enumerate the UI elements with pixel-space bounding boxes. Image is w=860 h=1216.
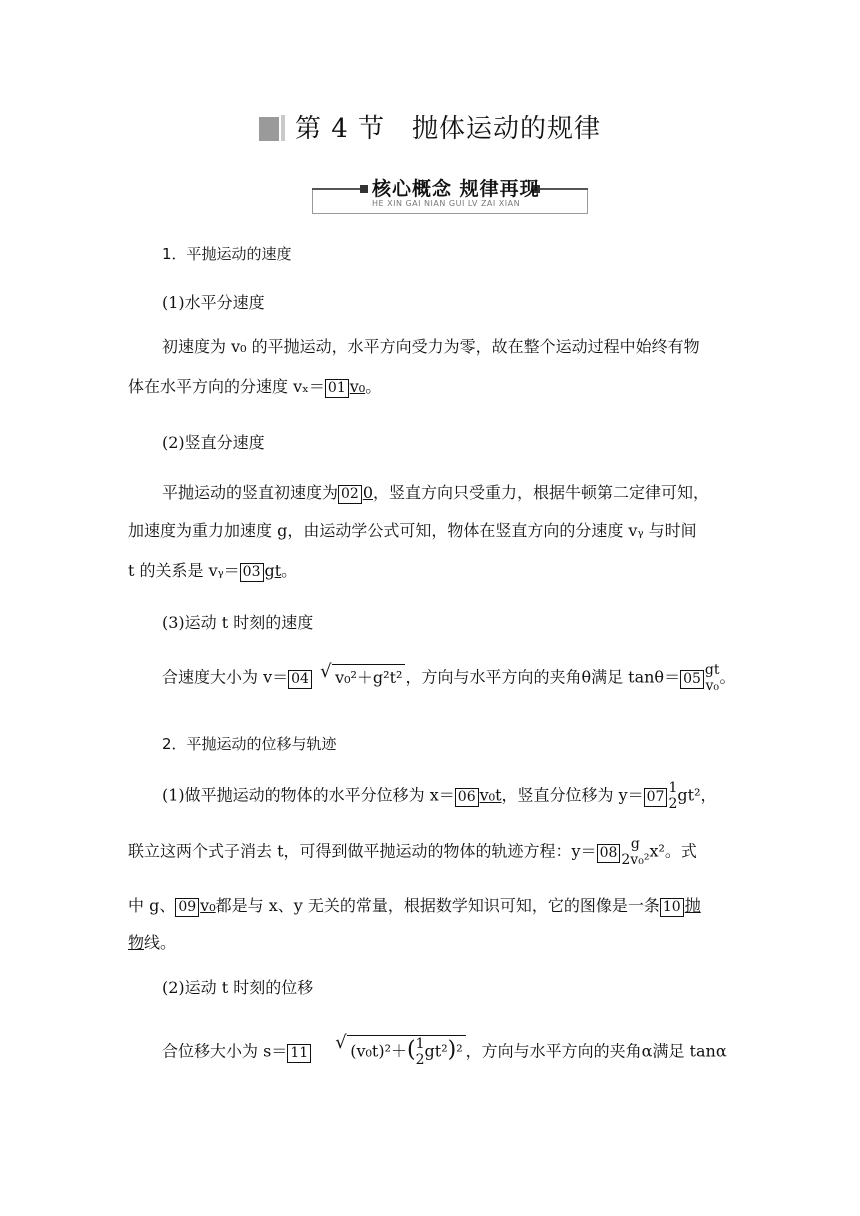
subheading-2-2: (2)运动 t 时刻的位移: [162, 978, 314, 997]
fraction: gt v₀: [704, 662, 720, 694]
paragraph-line: 合速度大小为 v＝ 04 √ v₀²＋g²t² ，方向与水平方向的夹角θ满足 tanθ＝ 05 gt v₀ 。: [162, 662, 736, 694]
blank-number: 01: [325, 379, 349, 398]
answer: 物: [128, 933, 145, 952]
banner-pinyin: HE XIN GAI NIAN GUI LV ZAI XIAN: [372, 199, 521, 208]
paragraph-line: (1)做平抛运动的物体的水平分位移为 x＝ 06 v₀t，竖直分位移为 y＝ 07 1 2 gt²，: [162, 780, 717, 812]
answer: v₀t: [479, 785, 502, 805]
book-icon: [259, 115, 285, 141]
answer: gt: [264, 561, 282, 580]
page-title: 第 4 节 抛体运动的规律: [0, 108, 860, 145]
paragraph-line: 物线。: [128, 933, 177, 952]
answer: v₀: [349, 377, 366, 396]
answer: v₀: [200, 896, 216, 915]
subheading-1-2: (2)竖直分速度: [162, 433, 265, 452]
paragraph-line: t 的关系是 vᵧ＝ 03 gt。: [128, 561, 298, 580]
blank-number: 06: [455, 788, 479, 807]
blank-number: 05: [680, 670, 704, 689]
section-banner: [312, 174, 588, 218]
sqrt-expression: √ v₀²＋g²t²: [332, 664, 405, 688]
paragraph-line: 初速度为 v₀ 的平抛运动，水平方向受力为零，故在整个运动过程中始终有物: [162, 337, 700, 356]
blank-number: 08: [597, 844, 621, 863]
fraction: g 2v₀²: [621, 836, 650, 868]
sqrt-expression: √ (v₀t)²＋( 1 2 gt²)²: [347, 1035, 465, 1068]
banner-text: 核心概念 规律再现: [372, 178, 540, 200]
blank-number: 07: [644, 788, 668, 807]
paragraph-line: 联立这两个式子消去 t，可得到做平抛运动的物体的轨迹方程：y＝ 08 g 2v₀² x²。式: [128, 836, 697, 868]
subheading-1-1: (1)水平分速度: [162, 293, 265, 312]
heading-1: 1．平抛运动的速度: [162, 245, 292, 263]
answer: 0: [362, 483, 374, 502]
paragraph-line: 合位移大小为 s＝ 11 √ (v₀t)²＋( 1 2 gt²)² ，方向与水平方向的夹角α满足 tanα: [162, 1035, 727, 1068]
paragraph-line: 平抛运动的竖直初速度为 02 0，竖直方向只受重力，根据牛顿第二定律可知，: [162, 483, 710, 502]
paragraph-line: 体在水平方向的分速度 vₓ＝ 01 v₀。: [128, 377, 382, 396]
heading-2: 2．平抛运动的位移与轨迹: [162, 735, 337, 753]
answer: 抛: [684, 896, 701, 915]
blank-number: 03: [240, 563, 264, 582]
blank-number: 10: [660, 898, 684, 917]
fraction: 1 2: [668, 780, 678, 812]
blank-number: 02: [338, 485, 362, 504]
subheading-1-3: (3)运动 t 时刻的速度: [162, 613, 314, 632]
blank-number: 11: [287, 1044, 311, 1063]
fraction: 1 2: [415, 1036, 425, 1068]
paragraph-line: 加速度为重力加速度 g，由运动学公式可知，物体在竖直方向的分速度 vᵧ 与时间: [128, 521, 697, 540]
blank-number: 09: [175, 898, 199, 917]
paragraph-line: 中 g、 09 v₀都是与 x、y 无关的常量，根据数学知识可知，它的图像是一条 10 抛: [128, 896, 701, 915]
blank-number: 04: [288, 670, 312, 689]
